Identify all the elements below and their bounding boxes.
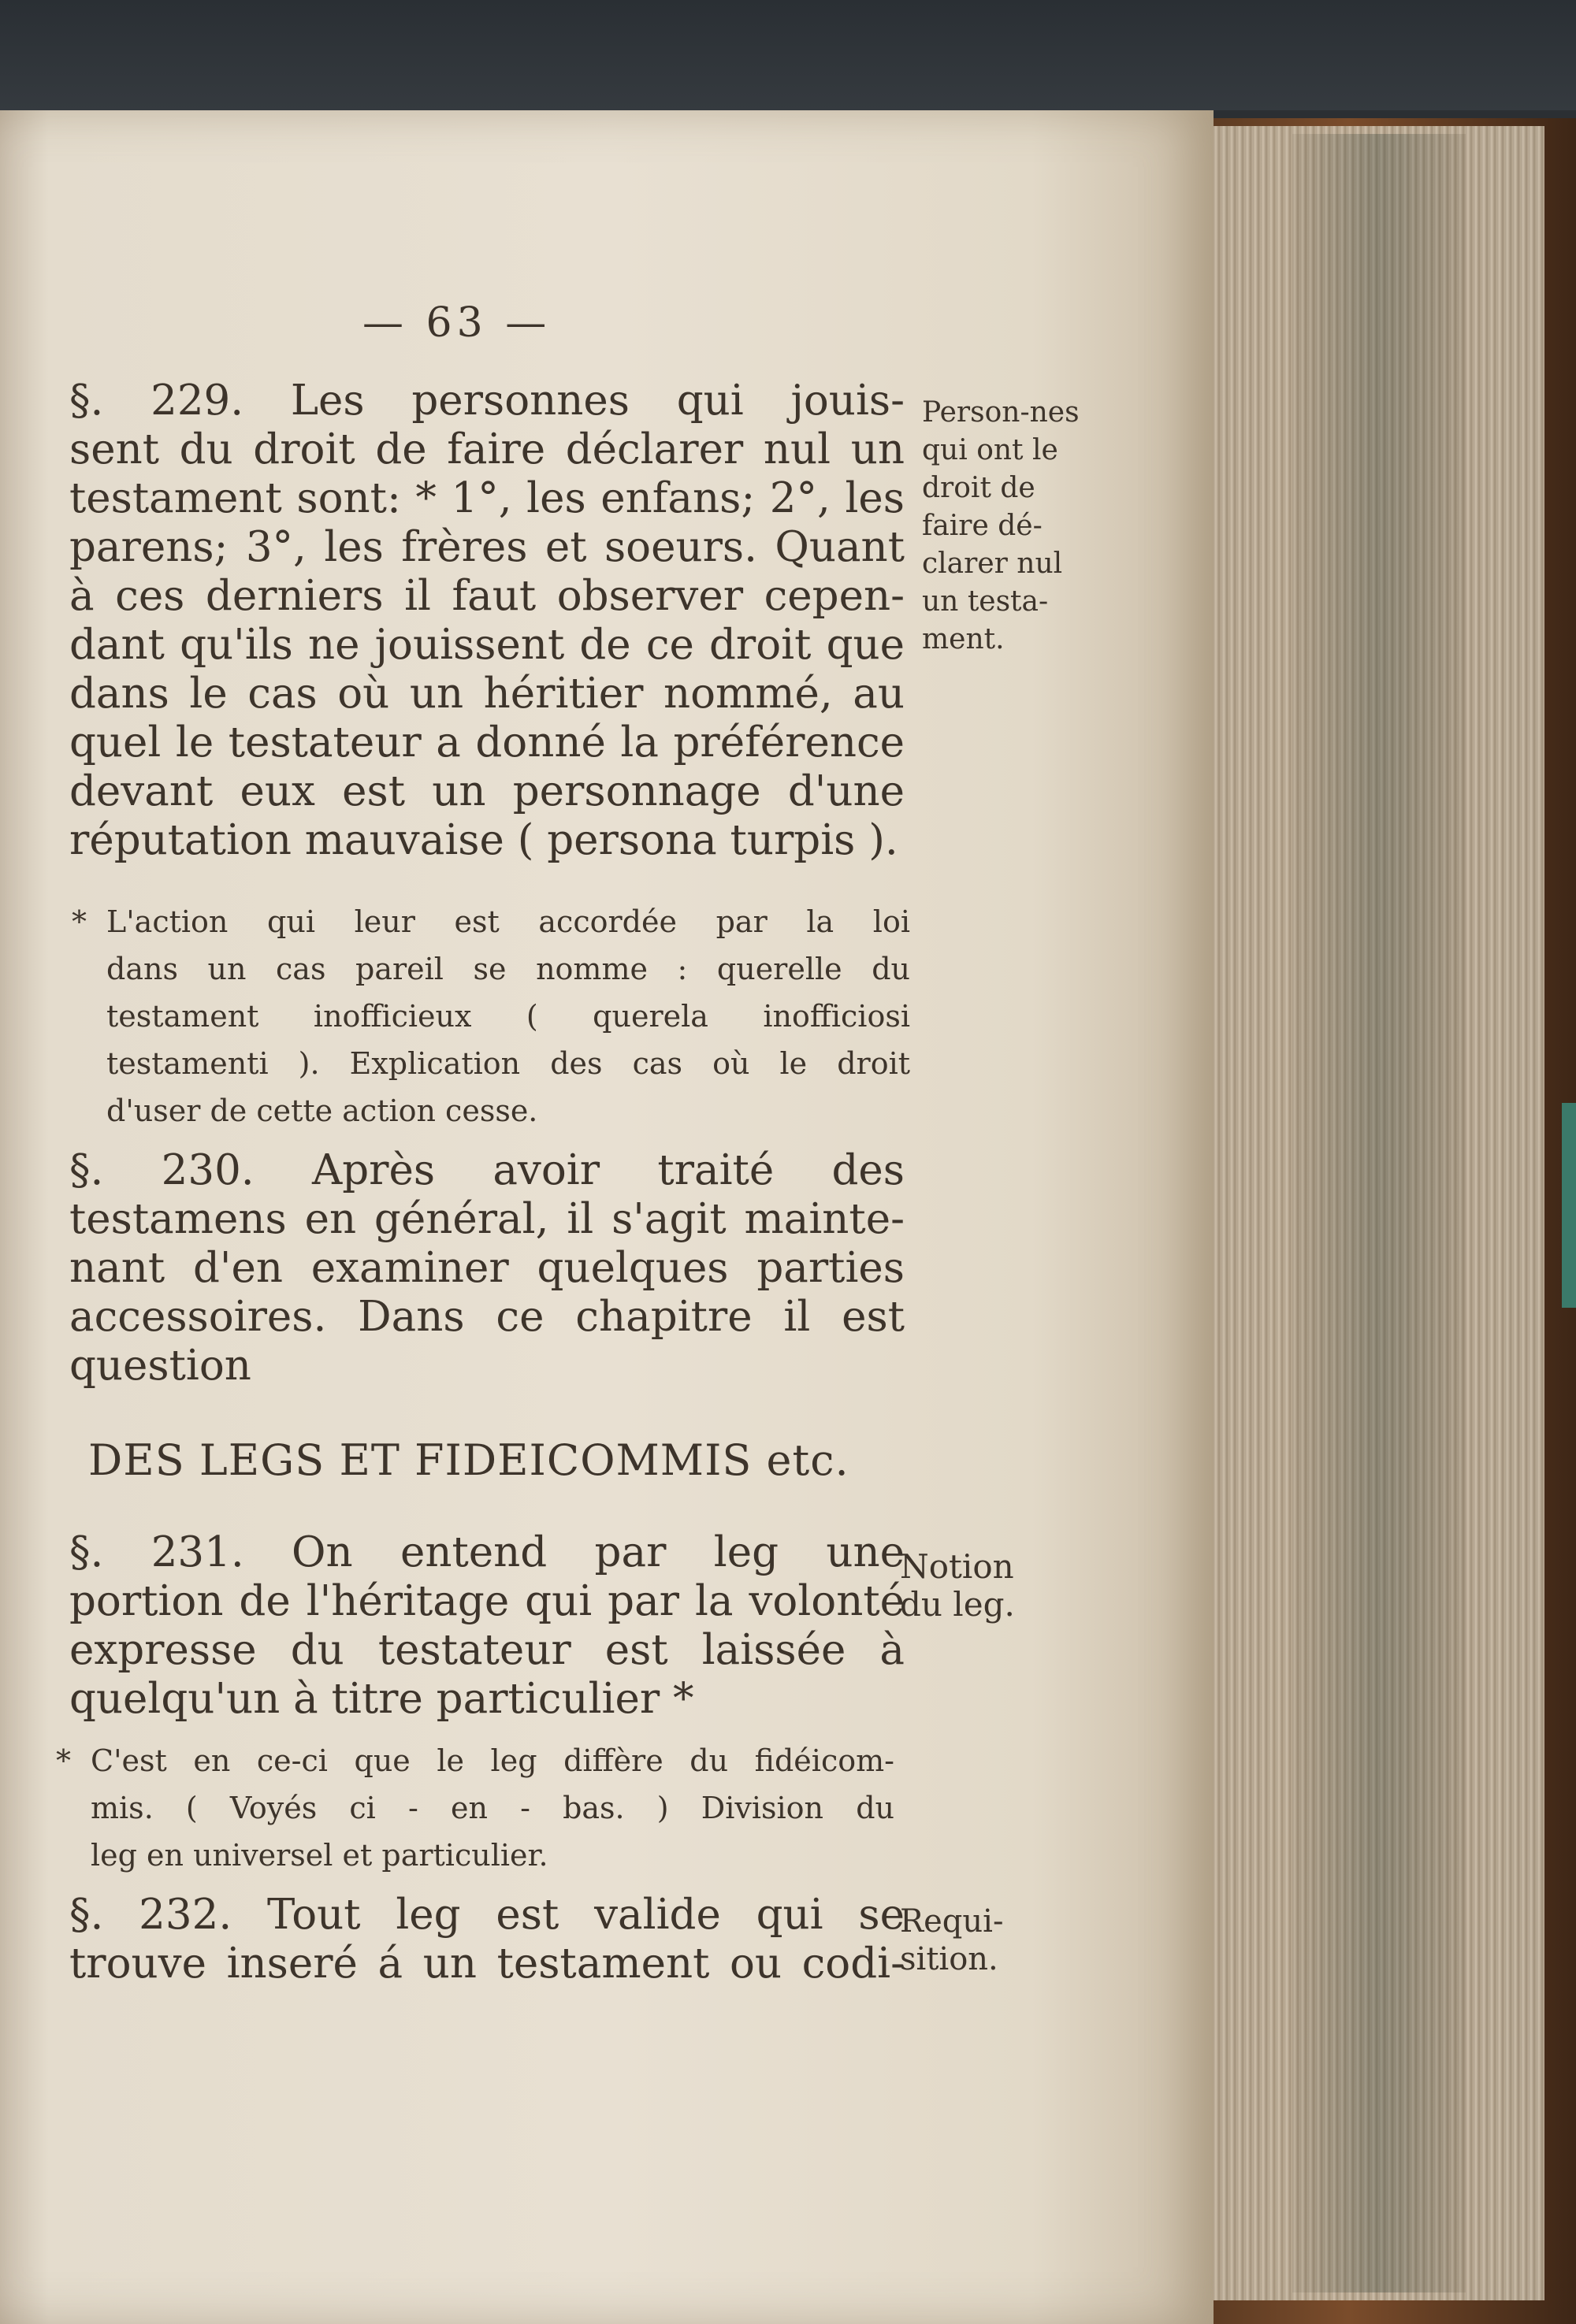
margin-note-232: Requi-sition.: [900, 1903, 1004, 1977]
text-line: expresse du testateur est laissée à: [69, 1626, 905, 1674]
cover-stripe: [1562, 1103, 1576, 1308]
footnote-line: leg en universel et particulier.: [91, 1838, 548, 1873]
text-line: §. 232. Tout leg est valide qui se: [69, 1891, 905, 1939]
text-line: §. 230. Après avoir traité des: [69, 1146, 905, 1194]
footnote-line: testamenti ). Explication des cas où le droit: [106, 1046, 910, 1081]
paragraph-230: [69, 1146, 905, 1390]
text-line: dant qu'ils ne jouissent de ce droit que: [69, 621, 905, 669]
margin-note-229: Person-nes qui ont le droit de faire dé-clarer nul un testa-ment.: [922, 396, 1080, 655]
margin-note-231: Notion du leg.: [900, 1547, 1015, 1624]
text-line: §. 229. Les personnes qui jouis-: [69, 377, 905, 425]
text-line: accessoires. Dans ce chapitre il est: [69, 1293, 905, 1341]
text-line: sent du droit de faire déclarer nul un: [69, 425, 905, 473]
paragraph-232: [69, 1891, 905, 1988]
text-line: réputation mauvaise ( persona turpis ).: [69, 816, 898, 864]
text-line: devant eux est un personnage d'une: [69, 767, 905, 815]
text-line: portion de l'héritage qui par la volonté: [69, 1577, 905, 1625]
scanner-background: [0, 0, 1576, 110]
footnote-line: C'est en ce-ci que le leg diffère du fidéicom-: [91, 1743, 894, 1778]
footnote-line: dans un cas pareil se nomme : querelle du: [106, 952, 910, 986]
page-edge-shadow: [1292, 134, 1466, 2292]
text-line: testament sont: * 1°, les enfans; 2°, les: [69, 474, 905, 522]
text-line: §. 231. On entend par leg une: [69, 1528, 905, 1576]
footnote-line: d'user de cette action cesse.: [106, 1093, 538, 1128]
text-line: testamens en général, il s'agit mainte-: [69, 1195, 905, 1243]
text-line: à ces derniers il faut observer cepen-: [69, 572, 905, 620]
footnote-star: *: [56, 1743, 71, 1778]
text-line: trouve inseré á un testament ou codi-: [69, 1940, 905, 1988]
footnote-star: *: [72, 904, 87, 939]
section-heading: DES LEGS ET FIDEICOMMIS etc.: [88, 1435, 849, 1485]
text-line: quelqu'un à titre particulier *: [69, 1675, 694, 1723]
footnote-231: [56, 1737, 894, 1879]
text-line: parens; 3°, les frères et soeurs. Quant: [69, 523, 905, 571]
footnote-line: mis. ( Voyés ci - en - bas. ) Division du: [91, 1791, 894, 1825]
footnote-line: testament inofficieux ( querela inofficiosi: [106, 999, 910, 1034]
paragraph-229: [69, 377, 905, 865]
footnote-229: [72, 898, 910, 1134]
text-line: dans le cas où un héritier nommé, au: [69, 670, 905, 718]
text-line: nant d'en examiner quelques parties: [69, 1244, 905, 1292]
text-line: quel le testateur a donné la préférence: [69, 718, 905, 767]
footnote-line: L'action qui leur est accordée par la loi: [106, 904, 910, 939]
page-number: — 63 —: [362, 299, 552, 347]
text-line: question: [69, 1342, 251, 1390]
paragraph-231: [69, 1528, 905, 1724]
